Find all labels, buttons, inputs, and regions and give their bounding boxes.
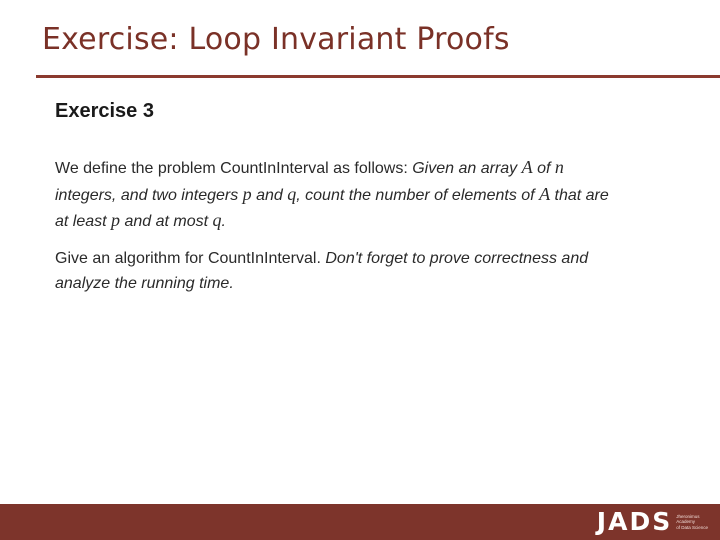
logo-sub-line: of Data Science (676, 524, 708, 530)
footer-bar (0, 504, 720, 540)
text-span: We define the problem CountInInterval as follows: (55, 160, 413, 177)
jads-logo (596, 507, 708, 536)
text-span: Given an array (412, 160, 522, 177)
text-span: . (221, 213, 226, 230)
logo-wordmark: JADS (596, 507, 673, 536)
math-var: p (111, 210, 121, 230)
math-var: A (539, 183, 551, 204)
logo-sub-line: Academy (676, 519, 695, 525)
logo-sub-line: Jheronimus (676, 513, 700, 519)
text-span: and at most (120, 213, 213, 230)
text-span: integers, and two integers (55, 186, 243, 204)
text-span: , count the number of elements of (296, 186, 540, 204)
text-span: Give an algorithm for CountInInterval. (55, 250, 326, 267)
task-instructions (55, 247, 615, 296)
italic-text: Don't forget to prove correctness and analyze the running time. (55, 250, 589, 292)
exercise-heading: Exercise 3 (55, 100, 154, 122)
math-var: q (212, 210, 222, 230)
math-var: A (521, 157, 533, 177)
logo-subtitle (676, 514, 708, 531)
math-var: p (242, 183, 252, 204)
slide-title: Exercise: Loop Invariant Proofs (42, 22, 510, 57)
problem-definition (55, 155, 615, 235)
text-span: and (251, 186, 288, 204)
math-var: q (287, 183, 297, 204)
text-span: that are at least (55, 186, 609, 230)
text-span: of (532, 160, 555, 177)
title-rule (36, 75, 720, 78)
math-var: n (554, 157, 564, 177)
